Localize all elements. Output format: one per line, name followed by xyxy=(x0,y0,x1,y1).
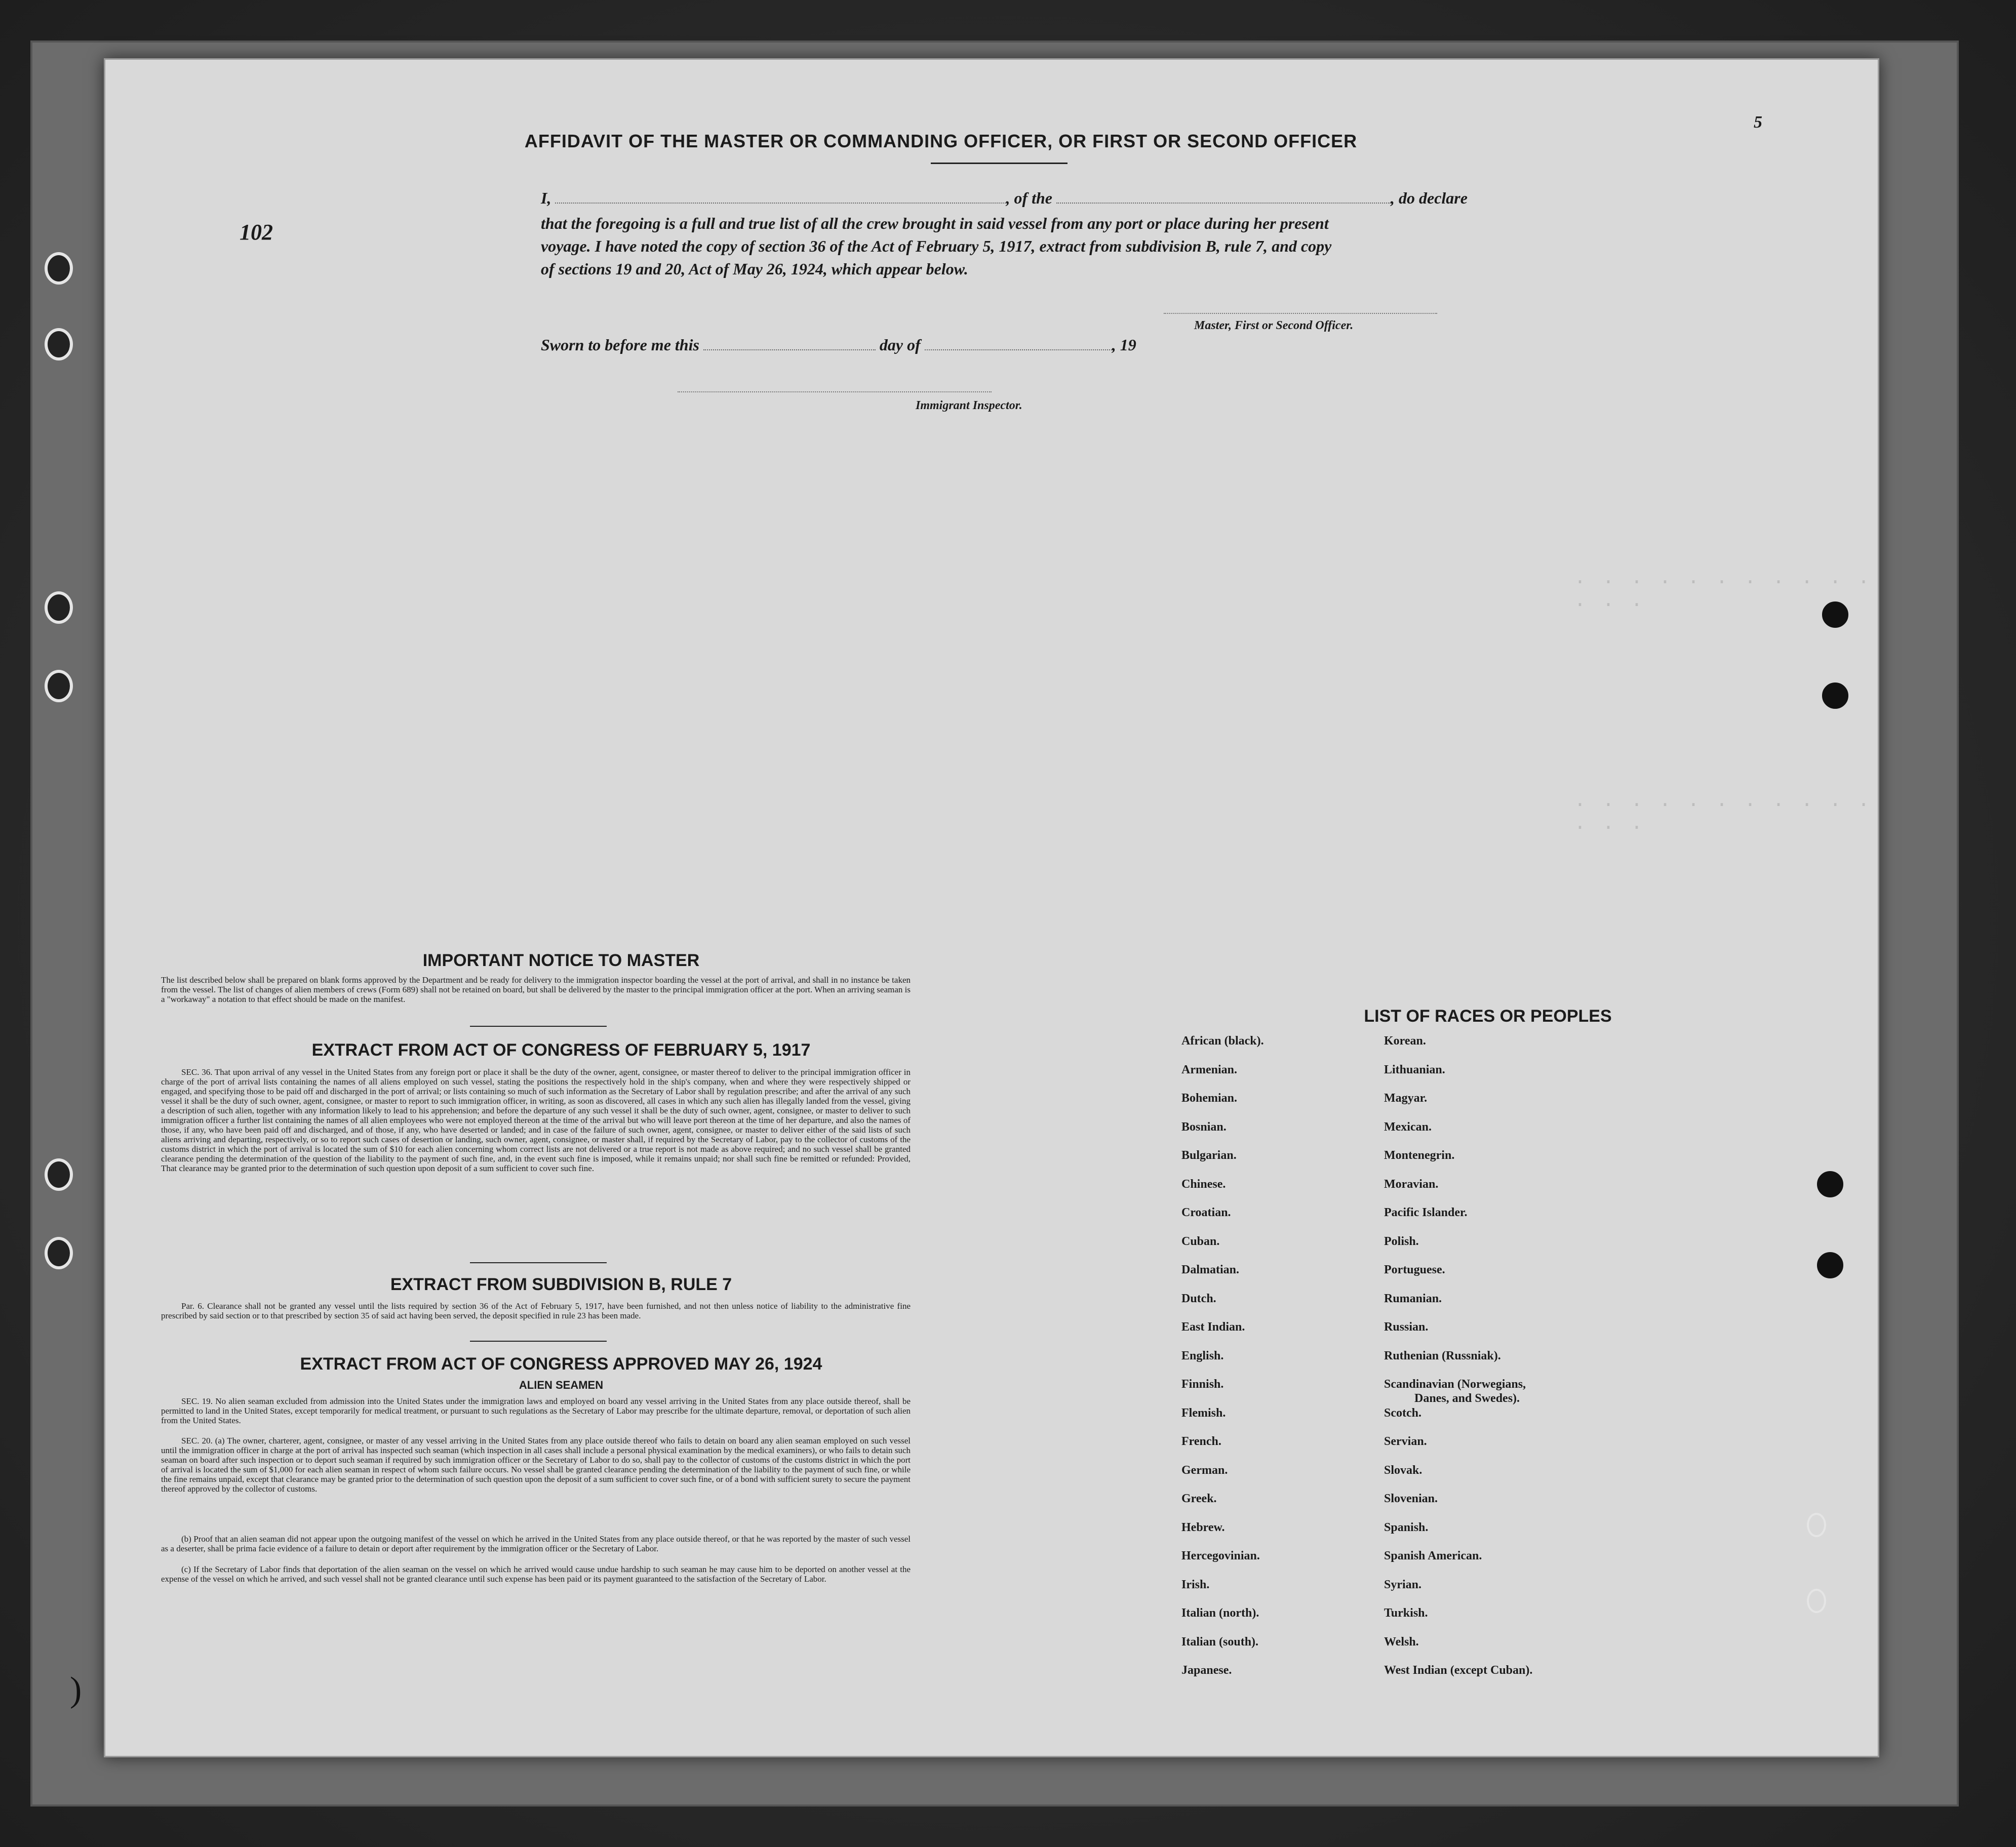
race-item: Korean. xyxy=(1384,1034,1426,1048)
binder-hole xyxy=(1807,1513,1826,1537)
inspector-caption: Immigrant Inspector. xyxy=(916,399,1022,412)
race-item: Italian (south). xyxy=(1181,1635,1259,1649)
races-title: LIST OF RACES OR PEOPLES xyxy=(1364,1007,1612,1026)
section-divider xyxy=(470,1341,607,1342)
race-item: Hercegovinian. xyxy=(1181,1549,1260,1562)
race-item: Slovak. xyxy=(1384,1463,1422,1477)
race-item: Scotch. xyxy=(1384,1406,1421,1420)
race-item: Hebrew. xyxy=(1181,1520,1225,1534)
race-item: West Indian (except Cuban). xyxy=(1384,1664,1533,1677)
race-item: Cuban. xyxy=(1181,1234,1220,1248)
vessel-name-field[interactable] xyxy=(1056,197,1391,204)
bleed-through-text: · · · · · · · · · · · · · · xyxy=(1574,571,1872,617)
race-item: Syrian. xyxy=(1384,1578,1422,1591)
inspector-signature-line[interactable] xyxy=(678,391,992,392)
race-item: Dalmatian. xyxy=(1181,1263,1239,1276)
binder-hole xyxy=(1822,601,1848,628)
binder-hole xyxy=(45,591,73,624)
race-item: Greek. xyxy=(1181,1492,1217,1505)
title-underline xyxy=(931,163,1068,164)
race-item: Pacific Islander. xyxy=(1384,1206,1468,1219)
bleed-through-text: · · · · · · · · · · · · · · xyxy=(1574,794,1872,839)
race-item: Polish. xyxy=(1384,1234,1419,1248)
sworn-line xyxy=(541,336,1136,354)
race-item: Bohemian. xyxy=(1181,1092,1238,1105)
race-item: French. xyxy=(1181,1435,1221,1448)
extract-rule7-title: EXTRACT FROM SUBDIVISION B, RULE 7 xyxy=(390,1275,732,1294)
section-divider xyxy=(470,1026,607,1027)
race-item: Russian. xyxy=(1384,1320,1429,1334)
race-item: Finnish. xyxy=(1181,1378,1224,1391)
race-item: Italian (north). xyxy=(1181,1607,1259,1620)
race-item: Irish. xyxy=(1181,1578,1210,1591)
extract-1924-sec20a: SEC. 20. (a) The owner, charterer, agent, consignee, or master of any vessel arriving in the United States from any place outside thereof who fails to detain on board any alien seaman employed on such vessel until the immigration officer in charge at the port of arrival has inspected such seaman (which inspection in all cases shall include a personal physical examination by the medical examiners), or who fails to detain such seaman on board after such inspection or to deport such seaman if required by such immigration officer or the Secretary of Labor to do so, shall pay to the collector of customs of the customs district in which the port of arrival is located the sum of $1,000 for each alien seaman in respect of whom such failure occurs. No vessel shall be granted clearance pending the determination of the liability to the payment of such fine, or while the fine remains unpaid, except that clearance may be granted prior to the determination of such question upon the deposit of a sum sufficient to cover such fine, or of a bond with sufficient surety to secure the payment thereof approved by the collector of customs. xyxy=(161,1436,911,1494)
race-item: Danes, and Swedes). xyxy=(1414,1392,1520,1405)
year-label: , 19 xyxy=(1112,336,1136,354)
master-signature-line[interactable] xyxy=(1164,313,1437,314)
binder-hole xyxy=(1822,682,1848,709)
race-item: Bosnian. xyxy=(1181,1120,1227,1134)
race-item: African (black). xyxy=(1181,1034,1264,1048)
page-number: 5 xyxy=(1754,113,1762,132)
document-page xyxy=(70,58,1879,1757)
race-item: Servian. xyxy=(1384,1435,1427,1448)
affidavit-line-2: that the foregoing is a full and true list of all the crew brought in said vessel from any port or place during her present xyxy=(541,214,1329,232)
declarant-name-field[interactable] xyxy=(555,197,1006,204)
race-item: Slovenian. xyxy=(1384,1492,1438,1505)
race-item: Japanese. xyxy=(1181,1664,1232,1677)
affidavit-line-4: of sections 19 and 20, Act of May 26, 1924, which appear below. xyxy=(541,260,968,278)
sworn-label: Sworn to before me this xyxy=(541,336,699,354)
binder-hole xyxy=(45,1158,73,1191)
margin-stamp: 102 xyxy=(240,220,273,245)
extract-rule7-body: Par. 6. Clearance shall not be granted any vessel until the lists required by section 36 of the Act of February 5, 1917, have been furnished, and not then unless notice of liability to the administrative fine prescribed by said section or to that prescribed by section 35 of said act having been served, the deposit specified in rule 23 has been made. xyxy=(161,1301,911,1320)
notice-body: The list described below shall be prepared on blank forms approved by the Department and be ready for delivery to the immigration inspector boarding the vessel at the port of arrival, and shall in no instance be taken from the vessel. The list of changes of alien members of crews (Form 689) shall not be retained on board, but shall be delivered by the master to the principal immigration officer at the port. When an arriving seaman is a "workaway" a notation to that effect should be made on the manifest. xyxy=(161,975,911,1004)
race-item: Montenegrin. xyxy=(1384,1149,1455,1162)
declare-label: , do declare xyxy=(1391,189,1468,207)
race-item: East Indian. xyxy=(1181,1320,1245,1334)
race-item: English. xyxy=(1181,1349,1224,1362)
race-item: Croatian. xyxy=(1181,1206,1231,1219)
extract-1924-sec19: SEC. 19. No alien seaman excluded from admission into the United States under the immigration laws and employed on board any vessel arriving in the United States from any place outside thereof, shall be permitted to land in the United States, except temporarily for medical treatment, or pursuant to such regulations as the Secretary of Labor may prescribe for the ultimate departure, removal, or deportation of such alien from the United States. xyxy=(161,1396,911,1425)
race-item: Lithuanian. xyxy=(1384,1063,1445,1076)
race-item: Scandinavian (Norwegians, xyxy=(1384,1378,1526,1391)
declarant-label: I, xyxy=(541,189,551,207)
binder-hole xyxy=(1817,1171,1843,1197)
notice-title: IMPORTANT NOTICE TO MASTER xyxy=(422,951,700,970)
binder-hole xyxy=(45,328,73,360)
race-item: Bulgarian. xyxy=(1181,1149,1237,1162)
race-item: Rumanian. xyxy=(1384,1292,1442,1305)
day-of-label: day of xyxy=(879,336,921,354)
affidavit-line-3: voyage. I have noted the copy of section 36 of the Act of February 5, 1917, extract from subdivision B, rule 7, and copy xyxy=(541,237,1332,255)
extract-1917-title: EXTRACT FROM ACT OF CONGRESS OF FEBRUARY 5, 1917 xyxy=(311,1040,811,1060)
race-item: Armenian. xyxy=(1181,1063,1237,1076)
affidavit-title: AFFIDAVIT OF THE MASTER OR COMMANDING OFFICER, OR FIRST OR SECOND OFFICER xyxy=(524,131,1358,151)
race-item: Chinese. xyxy=(1181,1177,1226,1191)
handwritten-mark: ) xyxy=(70,1670,82,1709)
vessel-label: , of the xyxy=(1006,189,1052,207)
race-item: Ruthenian (Russniak). xyxy=(1384,1349,1501,1362)
affidavit-line-1 xyxy=(541,189,1468,208)
extract-1924-title: EXTRACT FROM ACT OF CONGRESS APPROVED MAY 26, 1924 xyxy=(300,1354,822,1374)
extract-1924-sec20b: (b) Proof that an alien seaman did not appear upon the outgoing manifest of the vessel on which he arrived in the United States from any place outside thereof, or that he was reported by the master of such vessel as a deserter, shall be prima facie evidence of a failure to detain or deport after requirement by the immigration officer or the Secretary of Labor. xyxy=(161,1534,911,1553)
race-item: Flemish. xyxy=(1181,1406,1226,1420)
race-item: Magyar. xyxy=(1384,1092,1428,1105)
alien-seamen-subtitle: ALIEN SEAMEN xyxy=(519,1379,604,1391)
binder-hole xyxy=(45,252,73,285)
race-item: Mexican. xyxy=(1384,1120,1432,1134)
binder-hole xyxy=(45,670,73,702)
extract-1924-sec20c: (c) If the Secretary of Labor finds that deportation of the alien seaman on the vessel on which he arrived would cause undue hardship to such seaman he may cause him to be deported on another vessel at the expense of the vessel on which he arrived, and such vessel shall not be granted clearance until such expense has been paid or its payment guaranteed to the satisfaction of the Secretary of Labor. xyxy=(161,1564,911,1584)
extract-1917-body: SEC. 36. That upon arrival of any vessel in the United States from any foreign port or place it shall be the duty of the owner, agent, consignee, or master thereof to deliver to the principal immigration officer in charge of the port of arrival lists containing the names of all aliens employed on such vessel, stating the positions the respectively hold in the ship's company, when and where they were respectively shipped or engaged, and specifying those to be paid off and discharged in the port of arrival; or lists containing so much of such information as the Secretary of Labor shall by regulation prescribe; and after the arrival of any such vessel it shall be the duty of such owner, agent, consignee, or master to report to such immigration officer, in writing, as soon as discovered, all cases in which any such alien has illegally landed from the vessel, giving a description of such alien, together with any information likely to lead to his apprehension; and before the departure of any such vessel it shall be the duty of such owner, agent, consignee, or master to deliver to such immigration officer a further list containing the names of all alien employees who were not employed thereon at the time of the arrival but who will leave port thereon at the time of her departure, and also the names of those, if any, who have been paid off and discharged, and of those, if any, who have deserted or landed; and in case of the failure of such owner, agent, consignee, or master to deliver either of the said lists of such aliens arriving and departing, respectively, or so to report such cases of desertion or landing, such owner, agent, consignee, or master shall, if required by the Secretary of Labor, pay to the collector of customs of the customs district in which the port of arrival is located the sum of $10 for each alien concerning whom correct lists are not delivered or a true report is not made as above required; and no such vessel shall be granted clearance pending the determination of the question of the liability to the payment of such fine, and, in the event such fine is imposed, while it remains unpaid; nor shall such fine be remitted or refunded: Provided, That clearance may be granted prior to the determination of such question upon deposit of a sum sufficient to cover such fine. xyxy=(161,1067,911,1173)
binder-hole xyxy=(1807,1589,1826,1613)
race-item: Portuguese. xyxy=(1384,1263,1445,1276)
master-caption: Master, First or Second Officer. xyxy=(1194,319,1354,332)
sworn-day-field[interactable] xyxy=(703,344,876,350)
section-divider xyxy=(470,1262,607,1263)
binder-hole xyxy=(45,1237,73,1269)
race-item: Spanish American. xyxy=(1384,1549,1482,1562)
race-item: Turkish. xyxy=(1384,1607,1428,1620)
race-item: German. xyxy=(1181,1463,1228,1477)
race-item: Spanish. xyxy=(1384,1520,1429,1534)
race-item: Dutch. xyxy=(1181,1292,1216,1305)
race-item: Moravian. xyxy=(1384,1177,1439,1191)
binder-hole xyxy=(1817,1252,1843,1278)
sworn-month-field[interactable] xyxy=(925,344,1112,350)
race-item: Welsh. xyxy=(1384,1635,1419,1649)
